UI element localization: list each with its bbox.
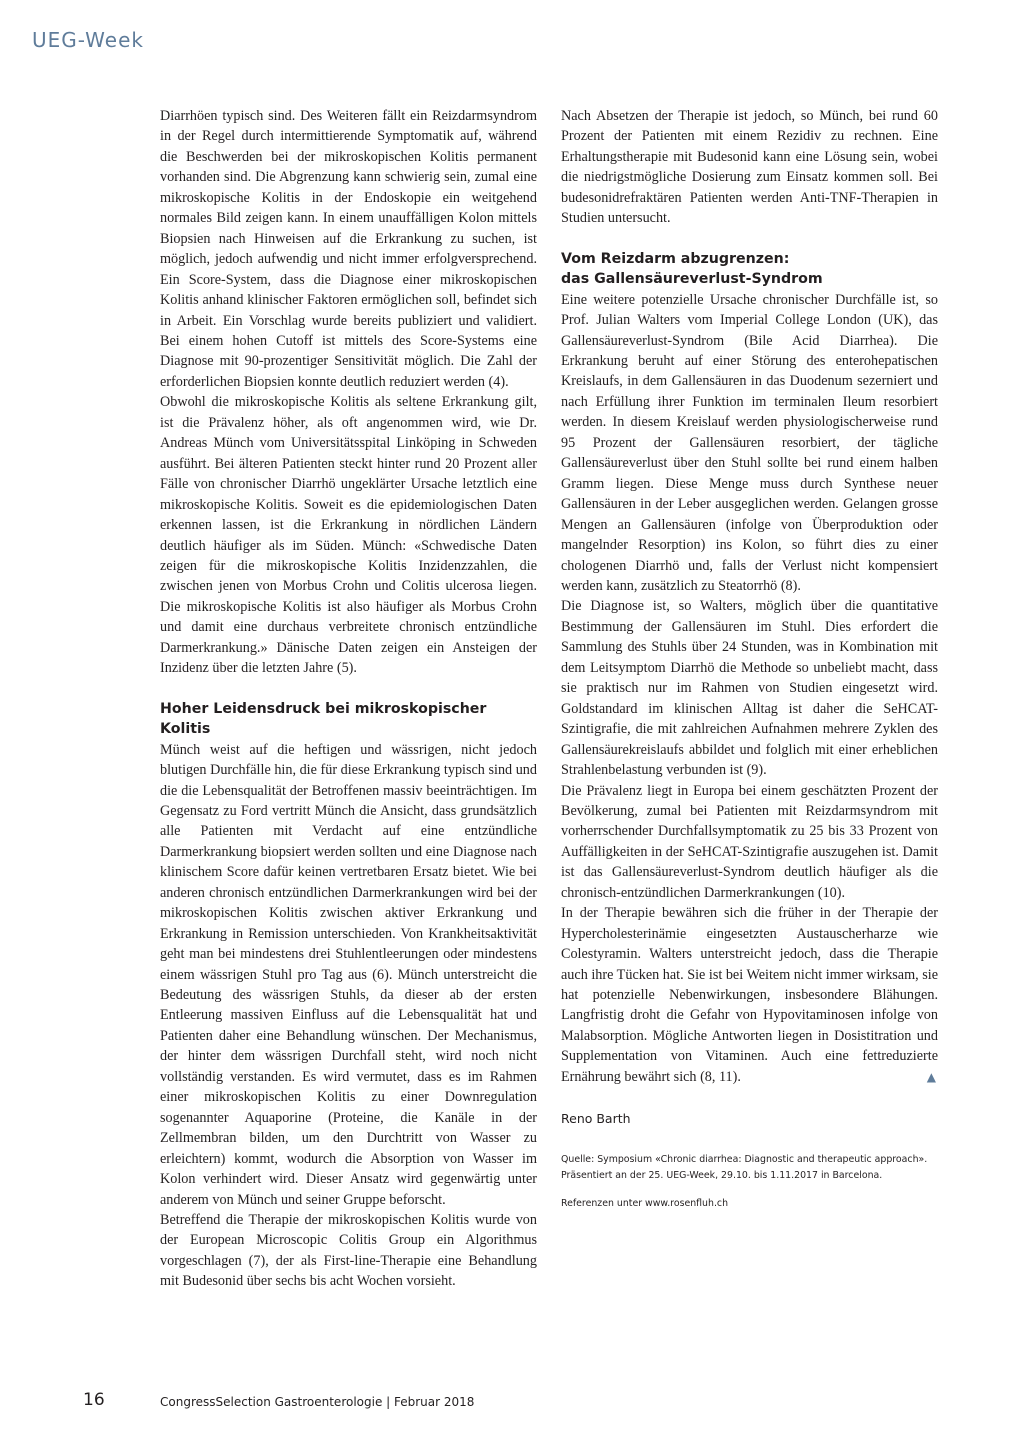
body-paragraph: Münch weist auf die heftigen und wässrigen, nicht jedoch blutigen Durchfälle hin, die für diese Erkrankung typisch sind und die die Lebensqualität der Betroffenen massiv beeinträchtigen. Im Gegensatz zu Ford vertritt Münch die Ansicht, dass grundsätzlich alle Patienten mit Verdacht auf eine entzündliche Darmerkrankung biopsiert werden sollten und eine Diagnose nach klinischem Score dafür keinen vertretbaren Ersatz bietet. Wie bei anderen chronisch entzündlichen Darmerkrankungen wird bei der mikroskopischen Kolitis zwischen aktiver Erkrankung und Erkrankung in Remission unterschieden. Von Krankheitsaktivität geht man bei mindestens drei Stuhlentleerungen oder mindestens einem wässrigen Stuhl pro Tag aus (6). Münch unterstreicht die Bedeutung des wässrigen Stuhls, da dieser ab der ersten Entleerung massiven Einfluss auf die Lebensqualität hat und Patienten daher eine Behandlung wünschen. Der Mechanismus, der hinter dem wässrigen Durchfall steht, wird noch nicht vollständig verstanden. Es wird vermutet, dass es im Rahmen einer mikroskopischen Kolitis zu einer Downregulation sogenannter Aquaporine (Proteine, die Kanäle in der Zellmembran bilden, um den Durchtritt von Wasser zu erleichtern) kommt, wodurch die Absorption von Wasser im Kolon verhindert wird. Dieser Ansatz wird gegenwärtig unter anderem von Münch und seiner Gruppe beforscht. bbox=[160, 741, 537, 1208]
body-paragraph: Die Diagnose ist, so Walters, möglich über die quantitative Bestimmung der Gallensäuren im Stuhl. Dies erfordert die Sammlung des Stuhls über 24 Stunden, was in Kombination mit dem Leitsymptom Diarrhö die Methode so unbeliebt macht, dass sie praktisch nur im Rahmen von Studien eingesetzt wird. Goldstandard im klinischen Alltag ist daher die SeHCAT-Szintigrafie, die mit zahlreichen Aufnahmen mehrere Zyklen des Gallensäurekreislaufs abbildet und folglich mit einer erheblichen Strahlenbelastung verbunden ist (9). bbox=[561, 598, 938, 779]
subheading: Hoher Leidensdruck bei mikroskopischer Kolitis bbox=[160, 700, 487, 738]
subheading-line-2: das Gallensäureverlust-Syndrom bbox=[561, 271, 823, 288]
last-paragraph bbox=[561, 903, 938, 1087]
body-paragraph: Eine weitere potenzielle Ursache chronischer Durchfälle ist, so Prof. Julian Walters vom Imperial College London (UK), das Gallensäureverlust-Syndrom (Bile Acid Diarrhea). Die Erkrankung beruht auf einer Störung des enterohepatischen Kreislaufs, in dem Gallensäuren in das Duodenum sezerniert und nach Erfüllung ihrer Funktion im terminalen Ileum resorbiert werden. In diesem Kreislauf werden physiologischerweise rund 95 Prozent der Gallensäuren resorbiert, der tägliche Gallensäureverlust über den Stuhl sollte bei rund einem halben Gramm liegen. Diese Menge muss durch Synthese neuer Gallensäuren in der Leber ausgeglichen werden. Gelangen grosse Mengen an Gallensäuren (infolge von Überproduktion oder mangelnder Resorption) ins Kolon, so führt dies zu einer chologenen Diarrhö und, falls der Verlust nicht kompensiert werden kann, zusätzlich zu Steatorrhö (8). bbox=[561, 291, 938, 594]
last-paragraph-text: In der Therapie bewähren sich die früher in der Therapie der Hypercholesterinämie eingesetzten Austauscherharze wie Colestyramin. Walters unterstreicht jedoch, dass die Therapie auch ihre Tücken hat. Sie ist bei Weitem nicht immer wirksam, sie hat potenzielle Nebenwirkungen, insbesondere Blähungen. Langfristig droht die Gefahr von Hypovitaminosen infolge von Malabsorption. Mögliche Antworten liegen in Dosistitration und Supplementation von Vitaminen. Auch eine fettreduzierte Ernährung bewährt sich (8, 11). bbox=[561, 905, 938, 1085]
body-paragraph: Betreffend die Therapie der mikroskopischen Kolitis wurde von der European Microscopic Colitis Group ein Algorithmus vorgeschlagen (7), der als First-line-Therapie eine Behandlung mit Budesonid über sechs bis acht Wochen vorsieht. bbox=[160, 1212, 537, 1290]
body-paragraph: Die Prävalenz liegt in Europa bei einem geschätzten Prozent der Bevölkerung, zumal bei Patienten mit Reizdarmsyndrom mit vorherrschender Durchfallsymptomatik zu 25 bis 33 Prozent von Auffälligkeiten in der SeHCAT-Szintigrafie auszugehen ist. Damit ist das Gallensäureverlust-Syndrom deutlich häufiger als die chronisch-entzündlichen Darmerkrankungen (10). bbox=[561, 782, 938, 901]
right-column bbox=[561, 106, 938, 1212]
left-column bbox=[160, 106, 537, 1292]
source-note: Quelle: Symposium «Chronic diarrhea: Diagnostic and therapeutic approach». Präsentiert an der 25. UEG-Week, 29.10. bis 1.11.2017 in Barcelona. bbox=[561, 1153, 928, 1181]
section-label: UEG-Week bbox=[32, 28, 144, 52]
subheading-line-1: Vom Reizdarm abzugrenzen: bbox=[561, 250, 790, 267]
end-of-article-icon: ▲ bbox=[926, 1069, 936, 1084]
body-paragraph: Nach Absetzen der Therapie ist jedoch, so Münch, bei rund 60 Prozent der Patienten mit einem Rezidiv zu rechnen. Eine Erhaltungstherapie mit Budesonid kann eine Lösung sein, wobei die niedrigstmögliche Dosierung zum Einsatz kommen soll. Bei budesonidrefraktären Patienten werden Anti-TNF-Therapien in Studien untersucht. bbox=[561, 108, 938, 227]
page-footer bbox=[0, 1390, 1024, 1420]
publication-info: CongressSelection Gastroenterologie | Februar 2018 bbox=[160, 1395, 475, 1409]
body-paragraph: Diarrhöen typisch sind. Des Weiteren fällt ein Reizdarmsyndrom in der Regel durch intermittierende Symptomatik auf, während die Beschwerden bei der mikroskopischen Kolitis permanent vorhanden sind. Die Abgrenzung kann schwierig sein, zumal eine mikroskopische Kolitis in der Endoskopie ein weitgehend normales Bild zeigen kann. In einem unauffälligen Kolon mittels Biopsien nach Hinweisen auf die Erkrankung zu suchen, ist möglich, jedoch aufwendig und nicht immer erfolgversprechend. Ein Score-System, dass die Diagnose einer mikroskopischen Kolitis anhand klinischer Faktoren ermöglichen soll, befindet sich in Arbeit. Ein Vorschlag wurde bereits publiziert und validiert. Bei einem hohen Cutoff ist mittels des Score-Systems eine Diagnose mit 90-prozentiger Sensitivität möglich. Die Zahl der erforderlichen Biopsien konnte deutlich reduziert werden (4). bbox=[160, 108, 537, 390]
references-note: Referenzen unter www.rosenfluh.ch bbox=[561, 1197, 729, 1209]
page-number: 16 bbox=[83, 1390, 105, 1410]
body-paragraph: Obwohl die mikroskopische Kolitis als seltene Erkrankung gilt, ist die Prävalenz höher, als oft angenommen wird, wie Dr. Andreas Münch vom Universitätsspital Linköping in Schweden ausführt. Bei älteren Patienten steckt hinter rund 20 Prozent aller Fälle von chronischer Diarrhö ungeklärter Ursache letztlich eine mikroskopische Kolitis. Soweit es die epidemiologischen Daten erkennen lassen, ist die Erkrankung in nördlichen Ländern deutlich häufiger als im Süden. Münch: «Schwedische Daten zeigen für die mikroskopische Kolitis Inzidenzzahlen, die zwischen jenen von Morbus Crohn und Colitis ulcerosa liegen. Die mikroskopische Kolitis ist also häufiger als Morbus Crohn und damit eine durchaus verbreitete chronisch entzündliche Darmerkrankung.» Dänische Daten zeigen ein Ansteigen der Inzidenz über die letzten Jahre (5). bbox=[160, 394, 537, 677]
author-name: Reno Barth bbox=[561, 1111, 631, 1127]
